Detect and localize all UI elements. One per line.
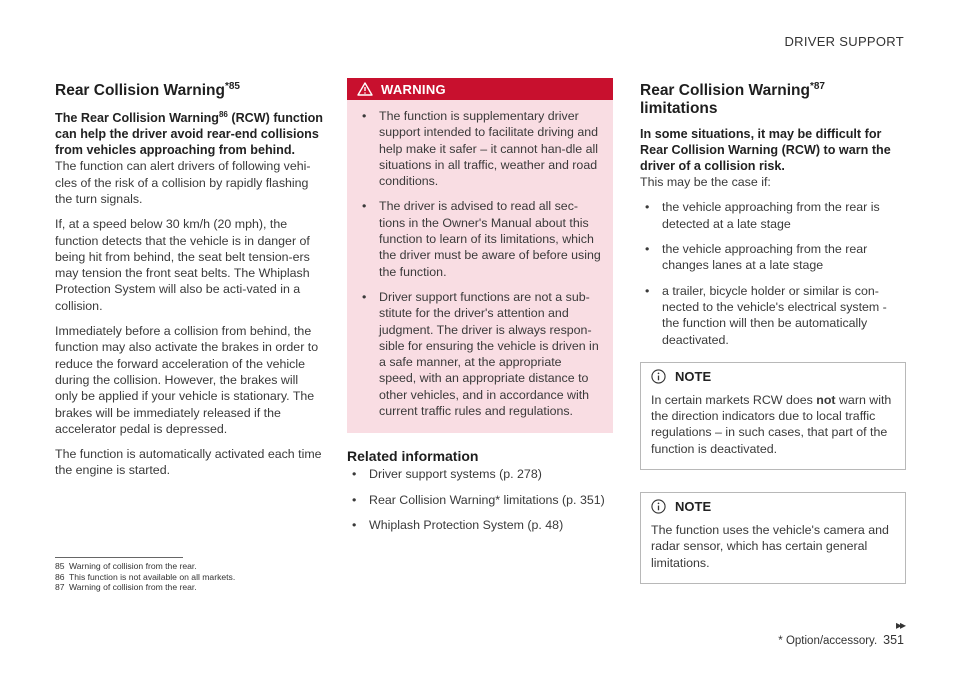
related-link[interactable]: • Rear Collision Warning* limitations (p. 351) [352, 492, 605, 507]
list-item: • the vehicle approaching from the rear changes lanes at a late stage [645, 242, 868, 273]
footnote-divider [55, 557, 183, 558]
related-heading: Related information [347, 448, 479, 465]
list-item: • a trailer, bicycle holder or similar is con-nected to the vehicle's electrical system - the function will then be automatically deactivated. [645, 283, 887, 347]
footnotes [55, 557, 555, 593]
footnote: 87 Warning of collision from the rear. [55, 582, 197, 592]
note-text: The function uses the vehicle's camera and radar sensor, which has certain general limitations. [651, 523, 889, 570]
limitations-intro: This may be the case if: [640, 175, 771, 190]
limitations-lead: In some situations, it may be difficult for Rear Collision Warning (RCW) to warn the driver of a collision risk. [640, 127, 891, 174]
related-link[interactable]: • Whiplash Protection System (p. 48) [352, 517, 564, 532]
paragraph: The function is automatically activated each time the engine is started. [55, 447, 322, 478]
section-title-rcw: Rear Collision Warning$^{*85}$ [55, 81, 240, 100]
warning-box [347, 78, 613, 433]
list-item: • The driver is advised to read all sec-tions in the Owner's Manual about this function to learn of its limitations, which the driver must be aware of before using the function. [362, 199, 601, 279]
list-item: • The function is supplementary driver support intended to facilitate driving and help make it safer – it cannot han-dle all situations in all traffic, weather and road conditions. [362, 109, 599, 189]
intro-lead: The Rear Collision Warning$^{86}$ (RCW) function can help the driver avoid rear-end collisions from vehicles approaching from behind. [55, 110, 323, 158]
list-item: • Driver support functions are not a sub-stitute for the driver's attention and judgment. The driver is always respon-sible for ensuring the vehicle is driven in a safe manner, at the appropriate speed, with an appropriate distance to other vehicles, and in accordance with current traffic rules and regulations. [362, 289, 599, 419]
note-box [640, 492, 906, 584]
list-item: • the vehicle approaching from the rear is detected at a late stage [645, 200, 880, 231]
option-note: * Option/accessory. [778, 635, 878, 647]
note-label: NOTE [675, 368, 712, 384]
footnote: 86 This function is not available on all markets. [55, 571, 236, 582]
page-footer [778, 633, 904, 647]
info-icon [651, 499, 666, 514]
warning-label: WARNING [381, 81, 446, 97]
note-text: In certain markets RCW does not warn with the direction indicators due to local traffic regulations – in such cases, that part of the function is deactivated. [651, 392, 892, 456]
info-icon [651, 369, 666, 384]
paragraph: If, at a speed below 30 km/h (20 mph), the function detects that the vehicle is in danger of being hit from behind, the seat belt tension-ers may tension the front seat belts. The Whiplash Protection System will also be acti-vated in a collision. [55, 217, 310, 313]
paragraph: The function can alert drivers of following vehi-cles of the risk of a collision by rapidly flashing the turn signals. [55, 159, 311, 206]
section-title-limitations: Rear Collision Warning$^{*87}$ limitations [640, 81, 825, 118]
column-limitations [640, 78, 906, 584]
warning-header [347, 78, 613, 100]
continue-arrow-icon: ▸▸ [895, 618, 904, 632]
column-rcw-intro [55, 78, 323, 479]
note-label: NOTE [675, 499, 712, 515]
column-warning [347, 78, 613, 533]
footnote: 85 Warning of collision from the rear. [55, 561, 197, 571]
warning-triangle-icon [357, 82, 373, 96]
note-box [640, 362, 906, 470]
related-link[interactable]: • Driver support systems (p. 278) [352, 467, 542, 482]
page-number: 351 [883, 633, 904, 647]
paragraph: Immediately before a collision from behind, the function may also activate the brakes in order to reduce the forward acceleration of the vehicle during the collision. However, the brakes will only be applied if your vehicle is stationary. The brakes will be immediately released if the accelerator pedal is depressed. [55, 324, 319, 436]
section-header: DRIVER SUPPORT [784, 34, 904, 49]
